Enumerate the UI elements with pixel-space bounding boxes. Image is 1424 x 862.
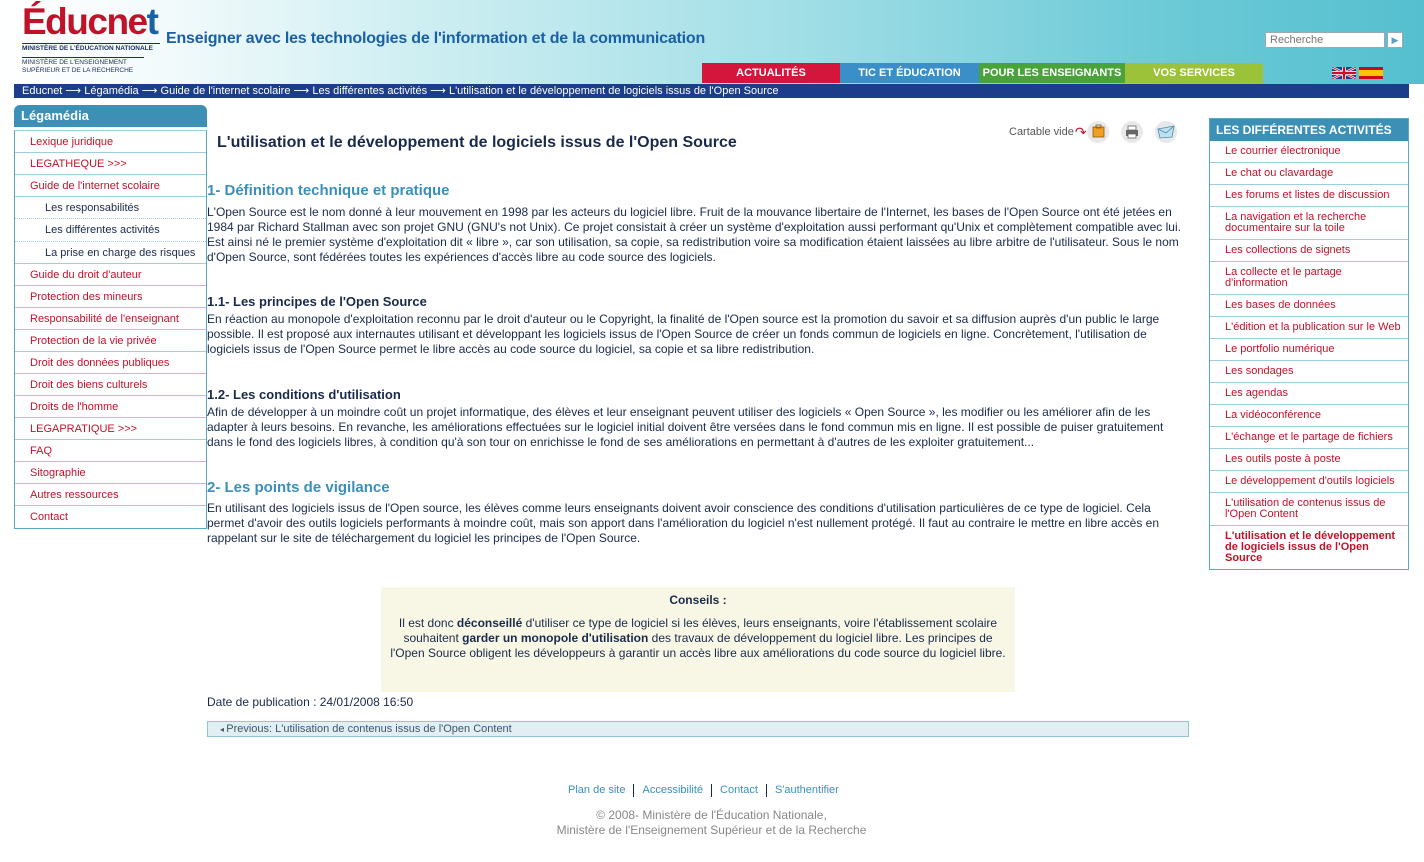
activity-echange-fichiers[interactable]: L'échange et le partage de fichiers bbox=[1210, 427, 1408, 449]
sidebar-item-faq[interactable]: FAQ bbox=[15, 440, 206, 462]
activity-forums[interactable]: Les forums et listes de discussion bbox=[1210, 185, 1408, 207]
top-navigation bbox=[702, 63, 1263, 83]
activity-collecte[interactable]: La collecte et le partage d'information bbox=[1210, 262, 1408, 295]
activity-open-content[interactable]: L'utilisation de contenus issus de l'Open Content bbox=[1210, 493, 1408, 526]
copyright-line-2: Ministère de l'Enseignement Supérieur et de la Recherche bbox=[556, 823, 867, 837]
conseils-text-part2: d'utiliser ce type de logiciel si les élèves, leurs enseignants, voire l'établissement scolaire souhaitent bbox=[403, 616, 998, 645]
logo-ministry-line: MINISTÈRE DE L'ÉDUCATION NATIONALE bbox=[22, 43, 160, 52]
conseils-text bbox=[389, 616, 1007, 661]
uk-flag-icon[interactable] bbox=[1332, 67, 1356, 79]
activity-sondages[interactable]: Les sondages bbox=[1210, 361, 1408, 383]
sidebar-item-vie-privee[interactable]: Protection de la vie privée bbox=[15, 330, 206, 352]
sidebar-subitem-risques[interactable]: La prise en charge des risques bbox=[15, 242, 206, 264]
sidebar-item-legapratique[interactable]: LEGAPRATIQUE >>> bbox=[15, 418, 206, 440]
activity-signets[interactable]: Les collections de signets bbox=[1210, 240, 1408, 262]
left-sidebar-title: Légamédia bbox=[14, 105, 207, 127]
activity-poste-a-poste[interactable]: Les outils poste à poste bbox=[1210, 449, 1408, 471]
breadcrumb[interactable]: Educnet ⟶ Légamédia ⟶ Guide de l'internet scolaire ⟶ Les différentes activités ⟶ L'utilisation et le développement de logiciels issus de l'Open Source bbox=[14, 84, 1409, 98]
conseils-title: Conseils : bbox=[669, 593, 727, 607]
sidebar-item-droit-auteur[interactable]: Guide du droit d'auteur bbox=[15, 264, 206, 286]
right-sidebar-title: LES DIFFÉRENTES ACTIVITÉS bbox=[1210, 119, 1408, 141]
copyright-line-1: © 2008- Ministère de l'Éducation Nationale, bbox=[596, 808, 827, 822]
previous-page-link[interactable] bbox=[207, 721, 1189, 737]
email-send-icon[interactable] bbox=[1155, 121, 1177, 143]
activity-videoconference[interactable]: La vidéoconférence bbox=[1210, 405, 1408, 427]
logo-wordmark-end: t bbox=[146, 1, 158, 42]
logo-wordmark bbox=[22, 2, 164, 42]
sidebar-item-donnees-publiques[interactable]: Droit des données publiques bbox=[15, 352, 206, 374]
section1-heading: 1- Définition technique et pratique bbox=[207, 182, 450, 199]
sidebar-item-contact[interactable]: Contact bbox=[30, 510, 68, 523]
section11-text: En réaction au monopole d'exploitation reconnu par le droit d'auteur ou le Copyright, la finalité de l'Open source est la promotion du savoir et sa diffusion auprès d'un public le large possible. Il est proposé aux internautes utilisant et développant les logiciels issus de l'Open Source de créer un fonds commun de logiciels en ligne. Concrètement, l'utilisation de logiciels issus de l'Open Source permet le libre accès au code source du logiciel, sa copie et sa libre redistribution. bbox=[207, 312, 1160, 356]
language-flags bbox=[1332, 67, 1383, 79]
activity-open-source[interactable]: L'utilisation et le développement de logiciels issus de l'Open Source bbox=[1225, 530, 1396, 564]
chevron-left-icon: ◂ bbox=[220, 725, 227, 734]
activity-edition-web[interactable]: L'édition et la publication sur le Web bbox=[1210, 317, 1408, 339]
conseils-emphasis-2: garder un monopole d'utilisation bbox=[462, 631, 649, 645]
section2-heading: 2- Les points de vigilance bbox=[207, 479, 390, 496]
activity-courrier[interactable]: Le courrier électronique bbox=[1210, 141, 1408, 163]
activity-portfolio[interactable]: Le portfolio numérique bbox=[1210, 339, 1408, 361]
page-tools bbox=[1009, 121, 1177, 143]
footer-copyright bbox=[520, 808, 903, 838]
sidebar-item-biens-culturels[interactable]: Droit des biens culturels bbox=[15, 374, 206, 396]
sidebar-item-guide-internet[interactable]: Guide de l'internet scolaire bbox=[15, 175, 206, 197]
section1-text: L'Open Source est le nom donné à leur mouvement en 1998 par les acteurs du logiciel libre. Fruit de la mouvance libertaire de l'Internet, les bases de l'Open Source ont été jetées en 1984 par Richard Stallman avec son projet GNU (GNU's not Unix). Ce projet consistait à créer un système d'exploitation aussi performant qu'Unix et complètement compatible avec lui. Est ainsi né le premier système d'exploitation dit « libre », car son utilisation, sa copie, sa redistribution voire sa modification étaient laissées au libre arbitre de l'utilisateur. Sous le nom d'Open Source, sont fédérées toutes les expériences d'accès libre au code source des logiciels. bbox=[207, 205, 1181, 264]
section12-text: Afin de développer à un moindre coût un projet informatique, des élèves et leur enseignant peuvent utiliser des logiciels « Open Source », les modifier ou les améliorer afin de les adapter à leurs besoins. En revanche, les améliorations effectuées sur le logiciel initial doivent être versées dans le fond commun mis en ligne. Il est possible de puiser gratuitement dans le fond des logiciels libres, à condition qu'à son tour on enrichisse le fond de ses améliorations en permettant à d'autres de les exploiter gratuitement... bbox=[207, 405, 1164, 449]
logo-ministry-line-2: MINISTÈRE DE L'ENSEIGNEMENT SUPÉRIEUR ET DE LA RECHERCHE bbox=[22, 57, 144, 75]
activity-outils-logiciels[interactable]: Le développement d'outils logiciels bbox=[1210, 471, 1408, 493]
sidebar-item-legatheque[interactable]: LEGATHEQUE >>> bbox=[15, 153, 206, 175]
site-tagline: Enseigner avec les technologies de l'information et de la communication bbox=[166, 30, 706, 47]
conseils-text-part3: des travaux de développement du logiciel libre. Les principes de l'Open Source obligent les développeurs à garantir un accès libre aux améliorations du code source du logiciel libre. bbox=[390, 631, 1006, 660]
activity-bases-donnees[interactable]: Les bases de données bbox=[1210, 295, 1408, 317]
left-sidebar-menu bbox=[14, 130, 207, 529]
conseils-emphasis-1: déconseillé bbox=[456, 616, 523, 630]
print-icon[interactable] bbox=[1121, 121, 1143, 143]
sidebar-item-droits-homme[interactable]: Droits de l'homme bbox=[15, 396, 206, 418]
conseils-text-part1: Il est donc bbox=[398, 616, 457, 630]
add-arrow-icon: ↷ bbox=[1074, 123, 1087, 140]
section2-text: En utilisant des logiciels issus de l'Open source, les élèves comme leurs enseignants doivent avoir conscience des conditions d'utilisation particulières de ce type de logiciel. Cela permet d'avoir des outils logiciels performants à moindre coût, mais son apport dans l'amélioration du logiciel n'est nullement protégé. Il faut au contraire le mettre en libre accès en rappelant sur le site de téléchargement du logiciel les principes de l'Open Source. bbox=[207, 501, 1160, 545]
logo-wordmark-main: Éducne bbox=[22, 1, 147, 42]
activity-navigation[interactable]: La navigation et la recherche documentaire sur la toile bbox=[1210, 207, 1408, 240]
sidebar-item-ressources[interactable]: Autres ressources bbox=[15, 484, 206, 506]
nav-actualites[interactable]: ACTUALITÉS bbox=[702, 63, 840, 83]
sidebar-subitem-responsabilites[interactable]: Les responsabilités bbox=[15, 197, 206, 219]
educnet-logo[interactable] bbox=[22, 2, 164, 75]
arrow-right-icon: ▶ bbox=[1391, 35, 1399, 45]
footer-links bbox=[560, 784, 847, 797]
sidebar-item-lexique[interactable]: Lexique juridique bbox=[15, 131, 206, 153]
briefcase-icon[interactable] bbox=[1087, 121, 1109, 143]
cartable-label[interactable]: Cartable vide bbox=[1009, 126, 1074, 138]
sidebar-subitem-activites[interactable]: Les différentes activités bbox=[15, 219, 206, 241]
section12-heading: 1.2- Les conditions d'utilisation bbox=[207, 387, 401, 402]
footer-plan-site[interactable]: Plan de site bbox=[560, 784, 634, 797]
search-submit-button[interactable] bbox=[1387, 32, 1403, 48]
sidebar-item-sitographie[interactable]: Sitographie bbox=[15, 462, 206, 484]
activity-agendas[interactable]: Les agendas bbox=[1210, 383, 1408, 405]
sidebar-item-enseignant[interactable]: Responsabilité de l'enseignant bbox=[15, 308, 206, 330]
nav-tic-education[interactable]: TIC ET ÉDUCATION bbox=[840, 63, 979, 83]
previous-page-label: Previous: L'utilisation de contenus issus de l'Open Content bbox=[226, 723, 512, 735]
footer-authentifier[interactable]: S'authentifier bbox=[774, 784, 839, 796]
nav-services[interactable]: VOS SERVICES bbox=[1125, 63, 1263, 83]
sidebar-item-mineurs[interactable]: Protection des mineurs bbox=[15, 286, 206, 308]
conseils-box bbox=[381, 587, 1015, 692]
footer-contact[interactable]: Contact bbox=[712, 784, 767, 797]
activity-chat[interactable]: Le chat ou clavardage bbox=[1210, 163, 1408, 185]
site-header bbox=[0, 0, 1424, 84]
page-title: L'utilisation et le développement de logiciels issus de l'Open Source bbox=[217, 134, 737, 151]
footer-accessibilite[interactable]: Accessibilité bbox=[634, 784, 712, 797]
section11-heading: 1.1- Les principes de l'Open Source bbox=[207, 294, 427, 309]
nav-enseignants[interactable]: POUR LES ENSEIGNANTS bbox=[979, 63, 1125, 83]
left-sidebar bbox=[14, 105, 207, 529]
spain-flag-icon[interactable] bbox=[1359, 67, 1383, 79]
right-sidebar bbox=[1209, 118, 1409, 570]
publication-date: Date de publication : 24/01/2008 16:50 bbox=[207, 695, 414, 709]
search-input[interactable] bbox=[1265, 32, 1385, 48]
